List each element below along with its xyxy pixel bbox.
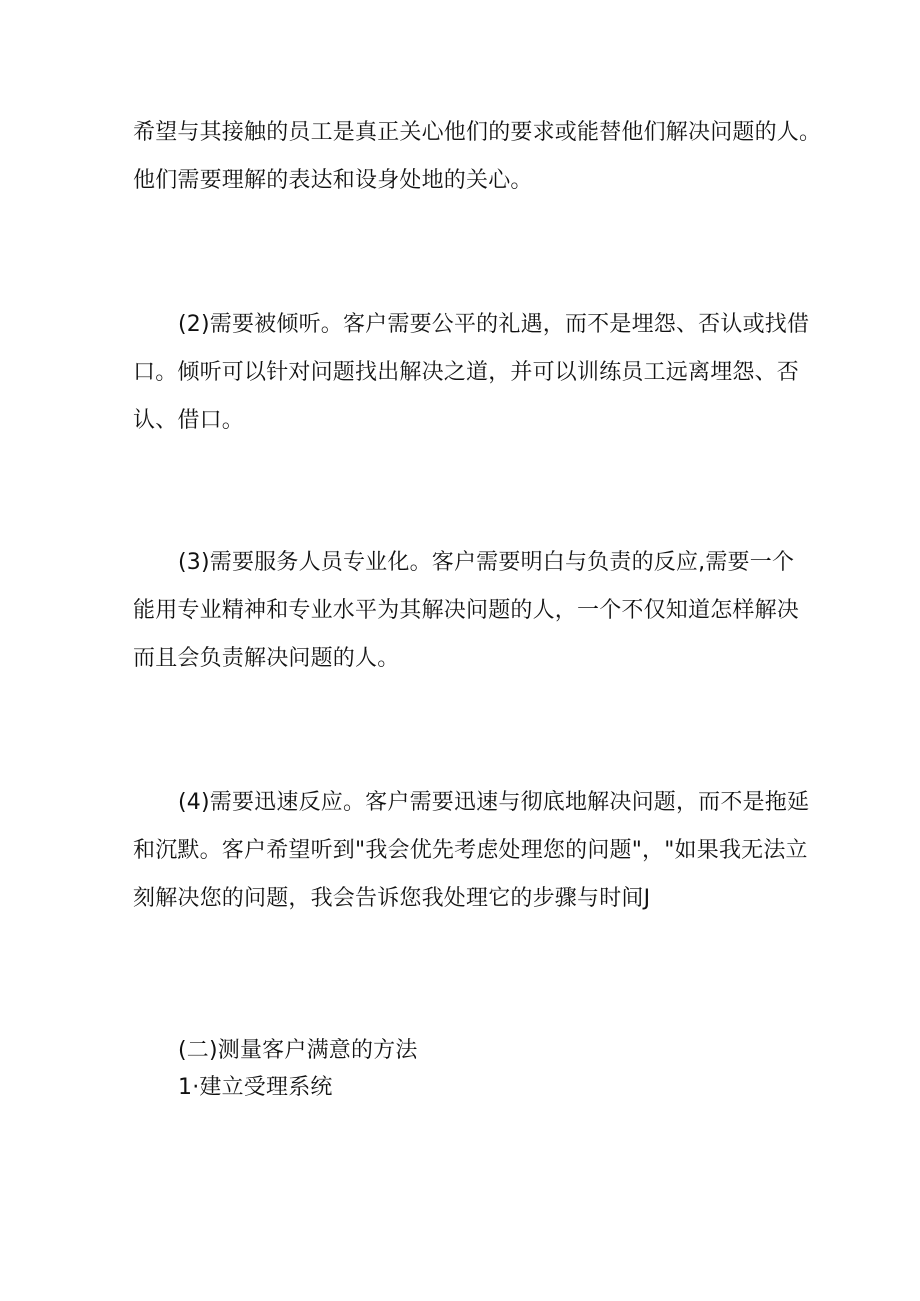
paragraph-1-line-1: 希望与其接触的员工是真正关心他们的要求或能替他们解决问题的人。 bbox=[133, 120, 822, 145]
paragraph-2-line-3: 认、借口。 bbox=[133, 408, 245, 433]
paragraph-3-line-2: 能用专业精神和专业水平为其解决问题的人，一个不仅知道怎样解决 bbox=[133, 598, 800, 623]
paragraph-4-line-1: (4)需要迅速反应。客户需要迅速与彻底地解决问题，而不是拖延 bbox=[178, 790, 810, 815]
subheading: 1·建立受理系统 bbox=[178, 1075, 333, 1100]
paragraph-3-line-1: (3)需要服务人员专业化。客户需要明白与负责的反应,需要一个 bbox=[178, 550, 795, 575]
paragraph-4-line-2: 和沉默。客户希望听到"我会优先考虑处理您的问题"，"如果我无法立 bbox=[133, 838, 808, 863]
paragraph-3-line-3: 而且会负责解决问题的人。 bbox=[133, 646, 400, 671]
paragraph-2-line-2: 口。倾听可以针对问题找出解决之道，并可以训练员工远离埋怨、否 bbox=[133, 360, 800, 385]
paragraph-2-line-1: (2)需要被倾听。客户需要公平的礼遇，而不是埋怨、否认或找借 bbox=[178, 312, 810, 337]
paragraph-1-line-2: 他们需要理解的表达和设身处地的关心。 bbox=[133, 168, 533, 193]
section-heading: (二)测量客户满意的方法 bbox=[178, 1038, 418, 1063]
paragraph-4-line-3: 刻解决您的问题，我会告诉您我处理它的步骤与时间J bbox=[133, 886, 651, 911]
